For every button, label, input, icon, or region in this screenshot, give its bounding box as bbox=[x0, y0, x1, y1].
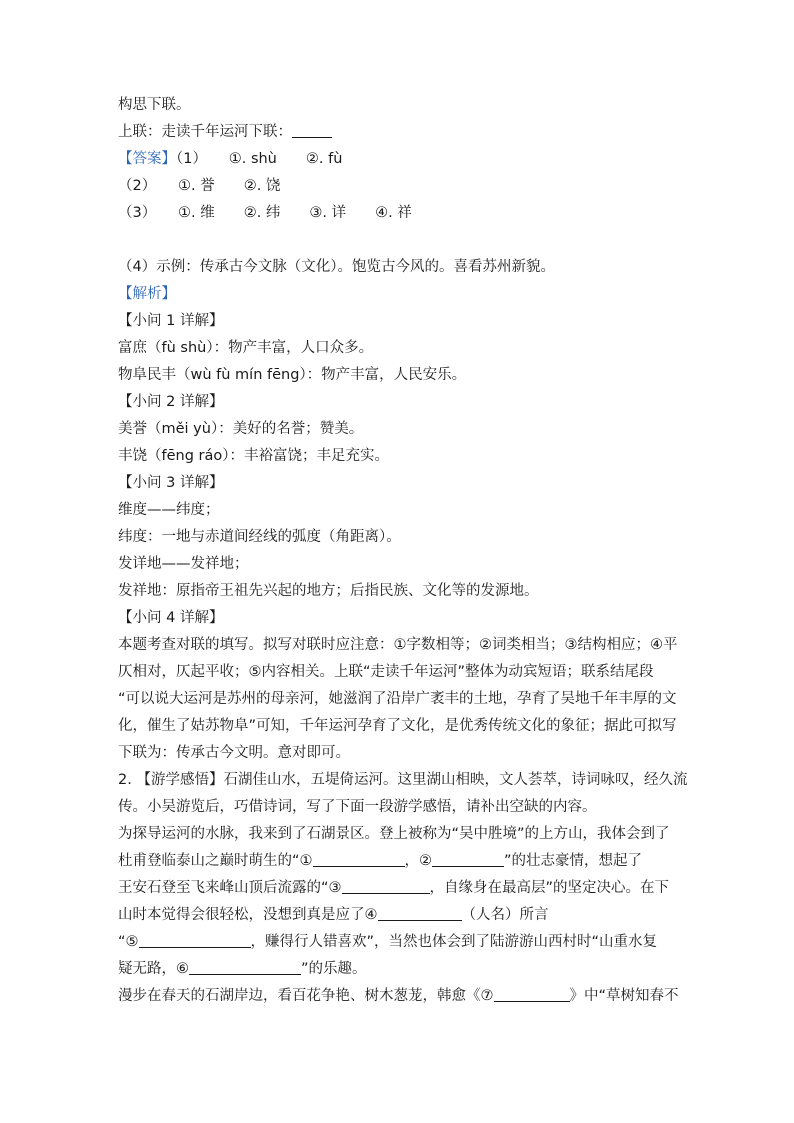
analysis-tag: 【解析】 bbox=[118, 286, 176, 302]
answer-line-1: 【答案】（1） ①. shù ②. fù bbox=[118, 151, 343, 167]
text-line: 发祥地：原指帝王祖先兴起的地方；后指民族、文化等的发源地。 bbox=[118, 583, 539, 599]
text-line: 山时本觉得会很轻松，没想到真是应了④ （人名）所言 bbox=[118, 902, 678, 929]
text-line: 纬度：一地与赤道间经线的弧度（角距离）。 bbox=[118, 529, 401, 545]
text-line: 富庶（fù shù）：物产丰富，人口众多。 bbox=[118, 340, 374, 356]
answer-tag: 【答案】 bbox=[118, 151, 176, 167]
answer-blank[interactable] bbox=[292, 121, 332, 138]
text-line: 本题考查对联的填写。拟写对联时应注意：①字数相等；②词类相当；③结构相应；④平 bbox=[118, 637, 678, 653]
text-line: “⑤ ，赚得行人错喜欢”，当然也体会到了陆游游山西村时“山重水复 bbox=[118, 929, 678, 956]
text-line: 构思下联。 bbox=[118, 97, 191, 113]
blank-2[interactable] bbox=[432, 850, 504, 867]
text-line: 维度——纬度； bbox=[118, 502, 220, 518]
section-heading: 【小问 1 详解】 bbox=[118, 313, 224, 329]
text-line: 王安石登至飞来峰山顶后流露的“③ ，自缘身在最高层”的坚定决心。在下 bbox=[118, 875, 678, 902]
text-line: 化，催生了姑苏物阜”可知，千年运河孕育了文化，是优秀传统文化的象征；据此可拟写 bbox=[118, 718, 677, 734]
text-line: 漫步在春天的石湖岸边，看百花争艳、树木葱茏，韩愈《⑦ 》中“草树知春不 bbox=[118, 983, 678, 1010]
text-line: 发详地——发祥地； bbox=[118, 556, 249, 572]
answer-line-4: （4）示例：传承古今文脉（文化）。饱览古今风的。喜看苏州新貌。 bbox=[118, 259, 555, 275]
question-2-title: 2. 【游学感悟】石湖佳山水，五堤倚运河。这里湖山相映，文人荟萃，诗词咏叹，经久流 bbox=[118, 772, 688, 788]
blank-3[interactable] bbox=[342, 877, 430, 894]
blank-6[interactable] bbox=[189, 958, 301, 975]
text-line: 下联为：传承古今文明。意对即可。 bbox=[118, 745, 350, 761]
text-line: 丰饶（fēng ráo）：丰裕富饶；丰足充实。 bbox=[118, 448, 389, 464]
blank-5[interactable] bbox=[139, 931, 251, 948]
text-line: 疑无路，⑥ ”的乐趣。 bbox=[118, 956, 678, 983]
section-heading: 【小问 4 详解】 bbox=[118, 610, 224, 626]
answer-line-3: （3） ①. 维 ②. 纬 ③. 详 ④. 祥 bbox=[118, 205, 412, 221]
text-line: 杜甫登临泰山之巅时萌生的“① ，② ”的壮志豪情，想起了 bbox=[118, 848, 678, 875]
section-heading: 【小问 2 详解】 bbox=[118, 394, 224, 410]
document-body bbox=[118, 92, 688, 1010]
text-line: “可以说大运河是苏州的母亲河，她滋润了沿岸广袤丰的土地，孕育了吴地千年丰厚的文 bbox=[118, 691, 677, 707]
blank-4[interactable] bbox=[378, 904, 462, 921]
text-line: 为探导运河的水脉，我来到了石湖景区。登上被称为“吴中胜境”的上方山，我体会到了 bbox=[118, 826, 670, 842]
text-line: 仄相对，仄起平收；⑤内容相关。上联“走读千年运河”整体为动宾短语；联系结尾段 bbox=[118, 664, 654, 680]
section-heading: 【小问 3 详解】 bbox=[118, 475, 224, 491]
text-line: 美誉（měi yù）：美好的名誉；赞美。 bbox=[118, 421, 364, 437]
blank-7[interactable] bbox=[494, 985, 570, 1002]
text-line: 上联：走读千年运河下联： bbox=[118, 119, 678, 146]
text-line: 物阜民丰（wù fù mín fēng）：物产丰富，人民安乐。 bbox=[118, 367, 467, 383]
answer-line-2: （2） ①. 誉 ②. 饶 bbox=[118, 178, 281, 194]
text-line: 传。小吴游览后，巧借诗词，写了下面一段游学感悟，请补出空缺的内容。 bbox=[118, 799, 597, 815]
blank-1[interactable] bbox=[313, 850, 405, 867]
